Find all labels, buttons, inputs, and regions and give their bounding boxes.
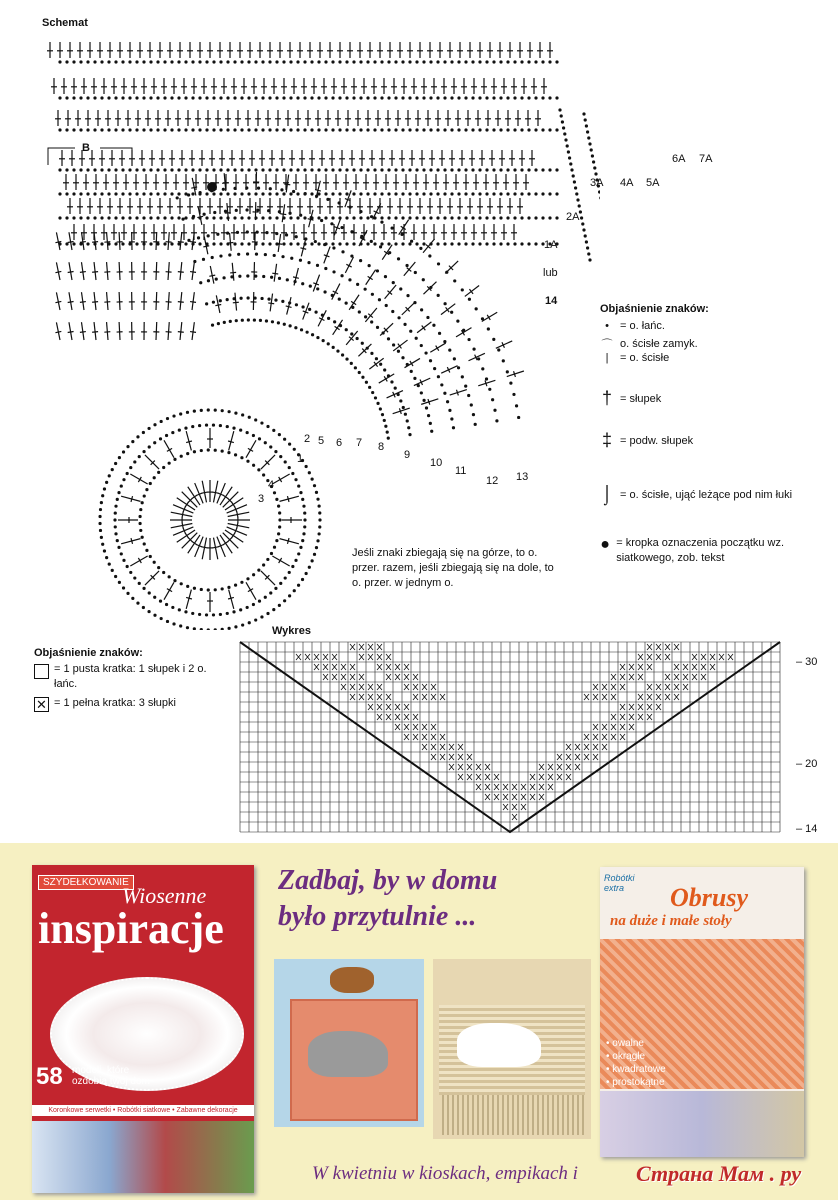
cover-right-title-1: Obrusy — [670, 883, 749, 912]
filled-cell — [530, 784, 535, 790]
filled-cell — [440, 734, 445, 740]
filled-cell — [440, 694, 445, 700]
filled-cell — [692, 664, 697, 670]
filled-cell — [674, 644, 679, 650]
filled-cell — [341, 674, 346, 680]
white-elephant — [457, 1023, 541, 1067]
filled-cell — [386, 714, 391, 720]
ad-headline-1: Zadbaj, by w domu — [278, 865, 498, 896]
filled-cell — [350, 674, 355, 680]
filled-cell — [422, 734, 427, 740]
filled-cell — [431, 724, 436, 730]
row-label: 3A — [590, 177, 604, 189]
filled-cell — [359, 644, 364, 650]
round-number: 9 — [404, 449, 411, 461]
round-number: 8 — [378, 441, 385, 453]
legend-empty-text: = 1 pusta kratka: 1 słupek i 2 o. łańc. — [54, 663, 207, 690]
filled-cell — [647, 664, 652, 670]
filled-cell — [629, 704, 634, 710]
filled-cell — [485, 774, 490, 780]
round-number: 11 — [455, 465, 467, 477]
filled-cell — [368, 694, 373, 700]
elephant-photo-1 — [274, 959, 424, 1127]
filled-cell — [341, 684, 346, 690]
filled-cell — [305, 654, 310, 660]
legend-full-text: = 1 pełna kratka: 3 słupki — [54, 697, 176, 709]
filled-cell — [359, 694, 364, 700]
filled-cell — [647, 694, 652, 700]
filled-cell — [404, 714, 409, 720]
filled-cell — [575, 764, 580, 770]
filled-cell — [467, 754, 472, 760]
filled-cell — [377, 664, 382, 670]
filled-cell — [557, 774, 562, 780]
label-b: B — [82, 142, 90, 154]
row-label: 1A — [544, 239, 558, 251]
filled-cell — [638, 694, 643, 700]
filled-cell — [611, 714, 616, 720]
filled-cell — [593, 734, 598, 740]
round-number: 4 — [268, 479, 275, 491]
filled-cell — [548, 764, 553, 770]
b-bracket — [48, 148, 132, 165]
filled-cell — [368, 654, 373, 660]
filled-cell — [467, 774, 472, 780]
filled-cell — [314, 664, 319, 670]
filled-cell — [431, 734, 436, 740]
arch-icon: ⌒ — [601, 339, 613, 351]
filled-cell — [440, 744, 445, 750]
filled-cell — [620, 704, 625, 710]
filled-cell — [494, 794, 499, 800]
filled-cell — [458, 764, 463, 770]
filled-cell — [530, 794, 535, 800]
row-marker: – 20 — [796, 758, 818, 770]
filled-cell — [584, 754, 589, 760]
filled-cell — [521, 794, 526, 800]
filled-cell — [512, 784, 517, 790]
filled-cell — [503, 784, 508, 790]
filled-cell — [674, 694, 679, 700]
filled-cell — [611, 694, 616, 700]
filled-cell — [449, 764, 454, 770]
filled-cell — [593, 724, 598, 730]
filled-cell — [449, 754, 454, 760]
note-text: Jeśli znaki zbiegają się na górze, to o. przer. razem, jeśli zbiegają się na dole, to o. przer. w jednym o. — [352, 547, 554, 589]
filled-cell — [476, 764, 481, 770]
filled-cell — [350, 684, 355, 690]
filled-cell — [548, 774, 553, 780]
filled-cell — [359, 684, 364, 690]
schemat-title: Schemat — [42, 17, 88, 29]
filled-cell — [656, 704, 661, 710]
filled-cell — [629, 674, 634, 680]
filled-cell — [620, 664, 625, 670]
filled-cell — [458, 774, 463, 780]
filled-cell — [377, 654, 382, 660]
filled-cell — [323, 674, 328, 680]
filled-cell — [683, 664, 688, 670]
row-label: 5A — [646, 177, 660, 189]
elephant-shape — [308, 1031, 388, 1077]
filled-cell — [431, 694, 436, 700]
filled-cell — [539, 794, 544, 800]
filled-cell — [620, 724, 625, 730]
filled-cell — [602, 694, 607, 700]
row-label: 6A — [672, 153, 686, 165]
filled-cell — [692, 674, 697, 680]
filled-cell — [341, 664, 346, 670]
filled-cell — [377, 714, 382, 720]
filled-cell — [431, 744, 436, 750]
round-number: 1 — [297, 453, 304, 465]
cover-title-2: inspiracje — [38, 904, 224, 953]
filled-cell — [494, 784, 499, 790]
filled-cell — [656, 694, 661, 700]
cover-photo-strip — [32, 1121, 254, 1193]
filled-cell — [332, 654, 337, 660]
filled-cell — [386, 694, 391, 700]
filled-cell — [701, 674, 706, 680]
filled-cell — [638, 704, 643, 710]
round-number: 6 — [336, 437, 343, 449]
filled-cell — [728, 654, 733, 660]
filled-cell — [422, 694, 427, 700]
legend-item: • = o. łańc. — [600, 320, 665, 332]
filled-cell — [557, 754, 562, 760]
cover-title-1: Wiosenne — [122, 883, 207, 908]
row-label: 2A — [566, 211, 580, 223]
filled-cell — [404, 704, 409, 710]
filled-cell — [647, 684, 652, 690]
filled-cell — [602, 734, 607, 740]
filled-cell — [377, 704, 382, 710]
ad-footer: W kwietniu w kioskach, empikach i — [312, 1163, 578, 1184]
filled-cell — [584, 694, 589, 700]
filled-cell — [404, 734, 409, 740]
cover-count: 58 — [36, 1063, 63, 1090]
filled-cell — [377, 684, 382, 690]
full-square-icon: ✕ — [34, 697, 49, 712]
cover-right-bullets: • owalne • okrągłe • kwadratowe • prostokątne — [606, 1038, 666, 1088]
filled-cell — [413, 734, 418, 740]
filled-cell — [395, 674, 400, 680]
filled-cell — [674, 674, 679, 680]
filled-cell — [386, 704, 391, 710]
ad-headline-2: było przytulnie ... — [278, 901, 477, 932]
filled-cell — [665, 694, 670, 700]
filled-cell — [350, 694, 355, 700]
triple-crochet-icon: ‡ — [601, 430, 612, 450]
filled-cell — [584, 734, 589, 740]
filled-cell — [476, 784, 481, 790]
legend-bottom-title: Objaśnienie znaków: — [34, 647, 143, 659]
row-label: 14 — [545, 295, 558, 307]
filled-cell — [404, 674, 409, 680]
filled-cell — [710, 654, 715, 660]
double-crochet-icon: † — [601, 388, 612, 408]
filled-cell — [368, 684, 373, 690]
legend-item: ⌒ o. ścisłe zamyk. — [601, 338, 698, 351]
filled-cell — [395, 714, 400, 720]
filled-cell — [683, 674, 688, 680]
legend-item: ⌡ = o. ścisłe, ująć leżące pod nim łuki — [601, 484, 793, 504]
filled-cell — [665, 654, 670, 660]
filled-cell — [431, 684, 436, 690]
cover-subtitle: modeli, które ozdobią twój dom — [72, 1065, 150, 1087]
filled-cell — [593, 694, 598, 700]
filled-cell — [602, 724, 607, 730]
filled-cell — [656, 654, 661, 660]
row-label: lub — [543, 267, 558, 279]
filet-chart — [230, 636, 800, 836]
filled-cell — [665, 644, 670, 650]
filled-cell — [395, 664, 400, 670]
big-dot-icon: ● — [600, 536, 610, 553]
filled-cell — [656, 644, 661, 650]
filled-cell — [629, 664, 634, 670]
filled-cell — [503, 794, 508, 800]
filled-cell — [359, 654, 364, 660]
crochet-diagram — [0, 0, 600, 630]
legend-item: | = o. ścisłe — [600, 352, 669, 364]
filled-cell — [647, 714, 652, 720]
filled-cell — [386, 664, 391, 670]
round-number: 3 — [258, 493, 265, 505]
row-marker: – 14 — [796, 823, 818, 835]
legend-item: † = słupek — [601, 388, 662, 408]
bar-icon: | — [605, 352, 609, 364]
filled-cell — [611, 684, 616, 690]
filled-cell — [368, 704, 373, 710]
dot-icon: • — [605, 320, 609, 332]
filled-cell — [602, 684, 607, 690]
round-number: 12 — [486, 475, 499, 487]
filled-cell — [638, 654, 643, 660]
filled-cell — [656, 684, 661, 690]
filled-cell — [350, 664, 355, 670]
row-label: 7A — [699, 153, 713, 165]
filled-cell — [512, 814, 517, 820]
filled-cell — [512, 804, 517, 810]
filled-cell — [647, 704, 652, 710]
filled-cell — [620, 684, 625, 690]
filled-cell — [467, 764, 472, 770]
filled-cell — [368, 644, 373, 650]
filled-cell — [413, 674, 418, 680]
elephant-photo-2 — [433, 959, 591, 1139]
filled-cell — [575, 754, 580, 760]
fringe — [439, 1095, 585, 1135]
filled-cell — [395, 724, 400, 730]
filled-cell — [521, 804, 526, 810]
filled-cell — [323, 654, 328, 660]
filled-cell — [539, 764, 544, 770]
filled-cell — [377, 694, 382, 700]
filled-cell — [539, 784, 544, 790]
filled-cell — [539, 774, 544, 780]
filled-cell — [377, 644, 382, 650]
cover-right-photo-strip — [600, 1091, 804, 1157]
filled-cell — [593, 684, 598, 690]
filled-cell — [431, 754, 436, 760]
legend-title: Objaśnienie znaków: — [600, 303, 709, 315]
cover-tags: Koronkowe serwetki • Robótki siatkowe • Zabawne dekoracje — [32, 1105, 254, 1116]
filled-cell — [665, 674, 670, 680]
filled-cell — [404, 724, 409, 730]
filled-cell — [449, 744, 454, 750]
filled-cell — [512, 794, 517, 800]
filled-cell — [566, 764, 571, 770]
filled-cell — [485, 764, 490, 770]
filled-cell — [638, 674, 643, 680]
round-number: 13 — [516, 471, 529, 483]
filled-cell — [593, 754, 598, 760]
filled-cell — [404, 664, 409, 670]
hook-icon: ⌡ — [601, 484, 613, 504]
filled-cell — [296, 654, 301, 660]
filled-cell — [692, 654, 697, 660]
filled-cell — [575, 744, 580, 750]
brand-label: SZYDEŁKOWANIE — [38, 875, 134, 890]
filled-cell — [719, 654, 724, 660]
magazine-cover-right[interactable] — [600, 867, 804, 1157]
filled-cell — [413, 714, 418, 720]
filled-cell — [440, 754, 445, 760]
filled-cell — [386, 674, 391, 680]
filled-cell — [683, 684, 688, 690]
filled-cell — [629, 714, 634, 720]
filled-cell — [611, 734, 616, 740]
filled-cell — [611, 674, 616, 680]
filled-cell — [332, 674, 337, 680]
filled-cell — [701, 664, 706, 670]
row-marker: – 30 — [796, 656, 818, 668]
watermark: Страна Мам . ру — [636, 1161, 802, 1186]
filled-cell — [395, 704, 400, 710]
filled-cell — [494, 774, 499, 780]
filled-cell — [566, 744, 571, 750]
filled-cell — [530, 774, 535, 780]
row-label: 4A — [620, 177, 634, 189]
filled-cell — [485, 794, 490, 800]
filled-cell — [620, 734, 625, 740]
filled-cell — [413, 684, 418, 690]
cover-right-title-2: na duże i małe stoły — [610, 913, 732, 929]
wood-elephant — [330, 967, 374, 993]
filled-cell — [674, 664, 679, 670]
filled-cell — [674, 684, 679, 690]
filled-cell — [422, 724, 427, 730]
filled-cell — [503, 804, 508, 810]
filled-cell — [548, 784, 553, 790]
round-number: 5 — [318, 435, 325, 447]
filled-cell — [620, 674, 625, 680]
filled-cell — [422, 744, 427, 750]
filled-cell — [566, 754, 571, 760]
filled-cell — [386, 654, 391, 660]
filled-cell — [422, 684, 427, 690]
filled-cell — [701, 654, 706, 660]
filled-cell — [647, 654, 652, 660]
empty-square-icon — [34, 664, 49, 679]
filled-cell — [593, 744, 598, 750]
filled-cell — [476, 774, 481, 780]
filled-cell — [404, 684, 409, 690]
filled-cell — [458, 754, 463, 760]
filled-cell — [557, 764, 562, 770]
filled-cell — [611, 724, 616, 730]
wykres-title: Wykres — [272, 625, 311, 637]
legend-item: ‡ = podw. słupek — [601, 430, 694, 450]
filled-cell — [665, 684, 670, 690]
filled-cell — [350, 644, 355, 650]
filled-cell — [314, 654, 319, 660]
filled-cell — [566, 774, 571, 780]
filled-cell — [323, 664, 328, 670]
brand-label-right: Robótki extra — [604, 873, 635, 893]
legend-item: ● = kropka oznaczenia początku wz. siatkowego, zob. tekst — [600, 536, 785, 564]
filled-cell — [710, 664, 715, 670]
round-number: 2 — [304, 433, 311, 445]
filled-cell — [647, 644, 652, 650]
filled-cell — [521, 784, 526, 790]
filled-cell — [638, 714, 643, 720]
magazine-cover-left[interactable] — [32, 865, 254, 1193]
start-dot — [207, 182, 217, 192]
round-number: 7 — [356, 437, 363, 449]
filled-cell — [620, 714, 625, 720]
filled-cell — [485, 784, 490, 790]
filled-cell — [413, 694, 418, 700]
filled-cell — [584, 744, 589, 750]
filled-cell — [413, 724, 418, 730]
round-number: 10 — [430, 457, 443, 469]
filled-cell — [602, 744, 607, 750]
ad-banner — [0, 843, 838, 1200]
filled-cell — [629, 724, 634, 730]
filled-cell — [332, 664, 337, 670]
filled-cell — [458, 744, 463, 750]
filled-cell — [359, 674, 364, 680]
filled-cell — [638, 664, 643, 670]
